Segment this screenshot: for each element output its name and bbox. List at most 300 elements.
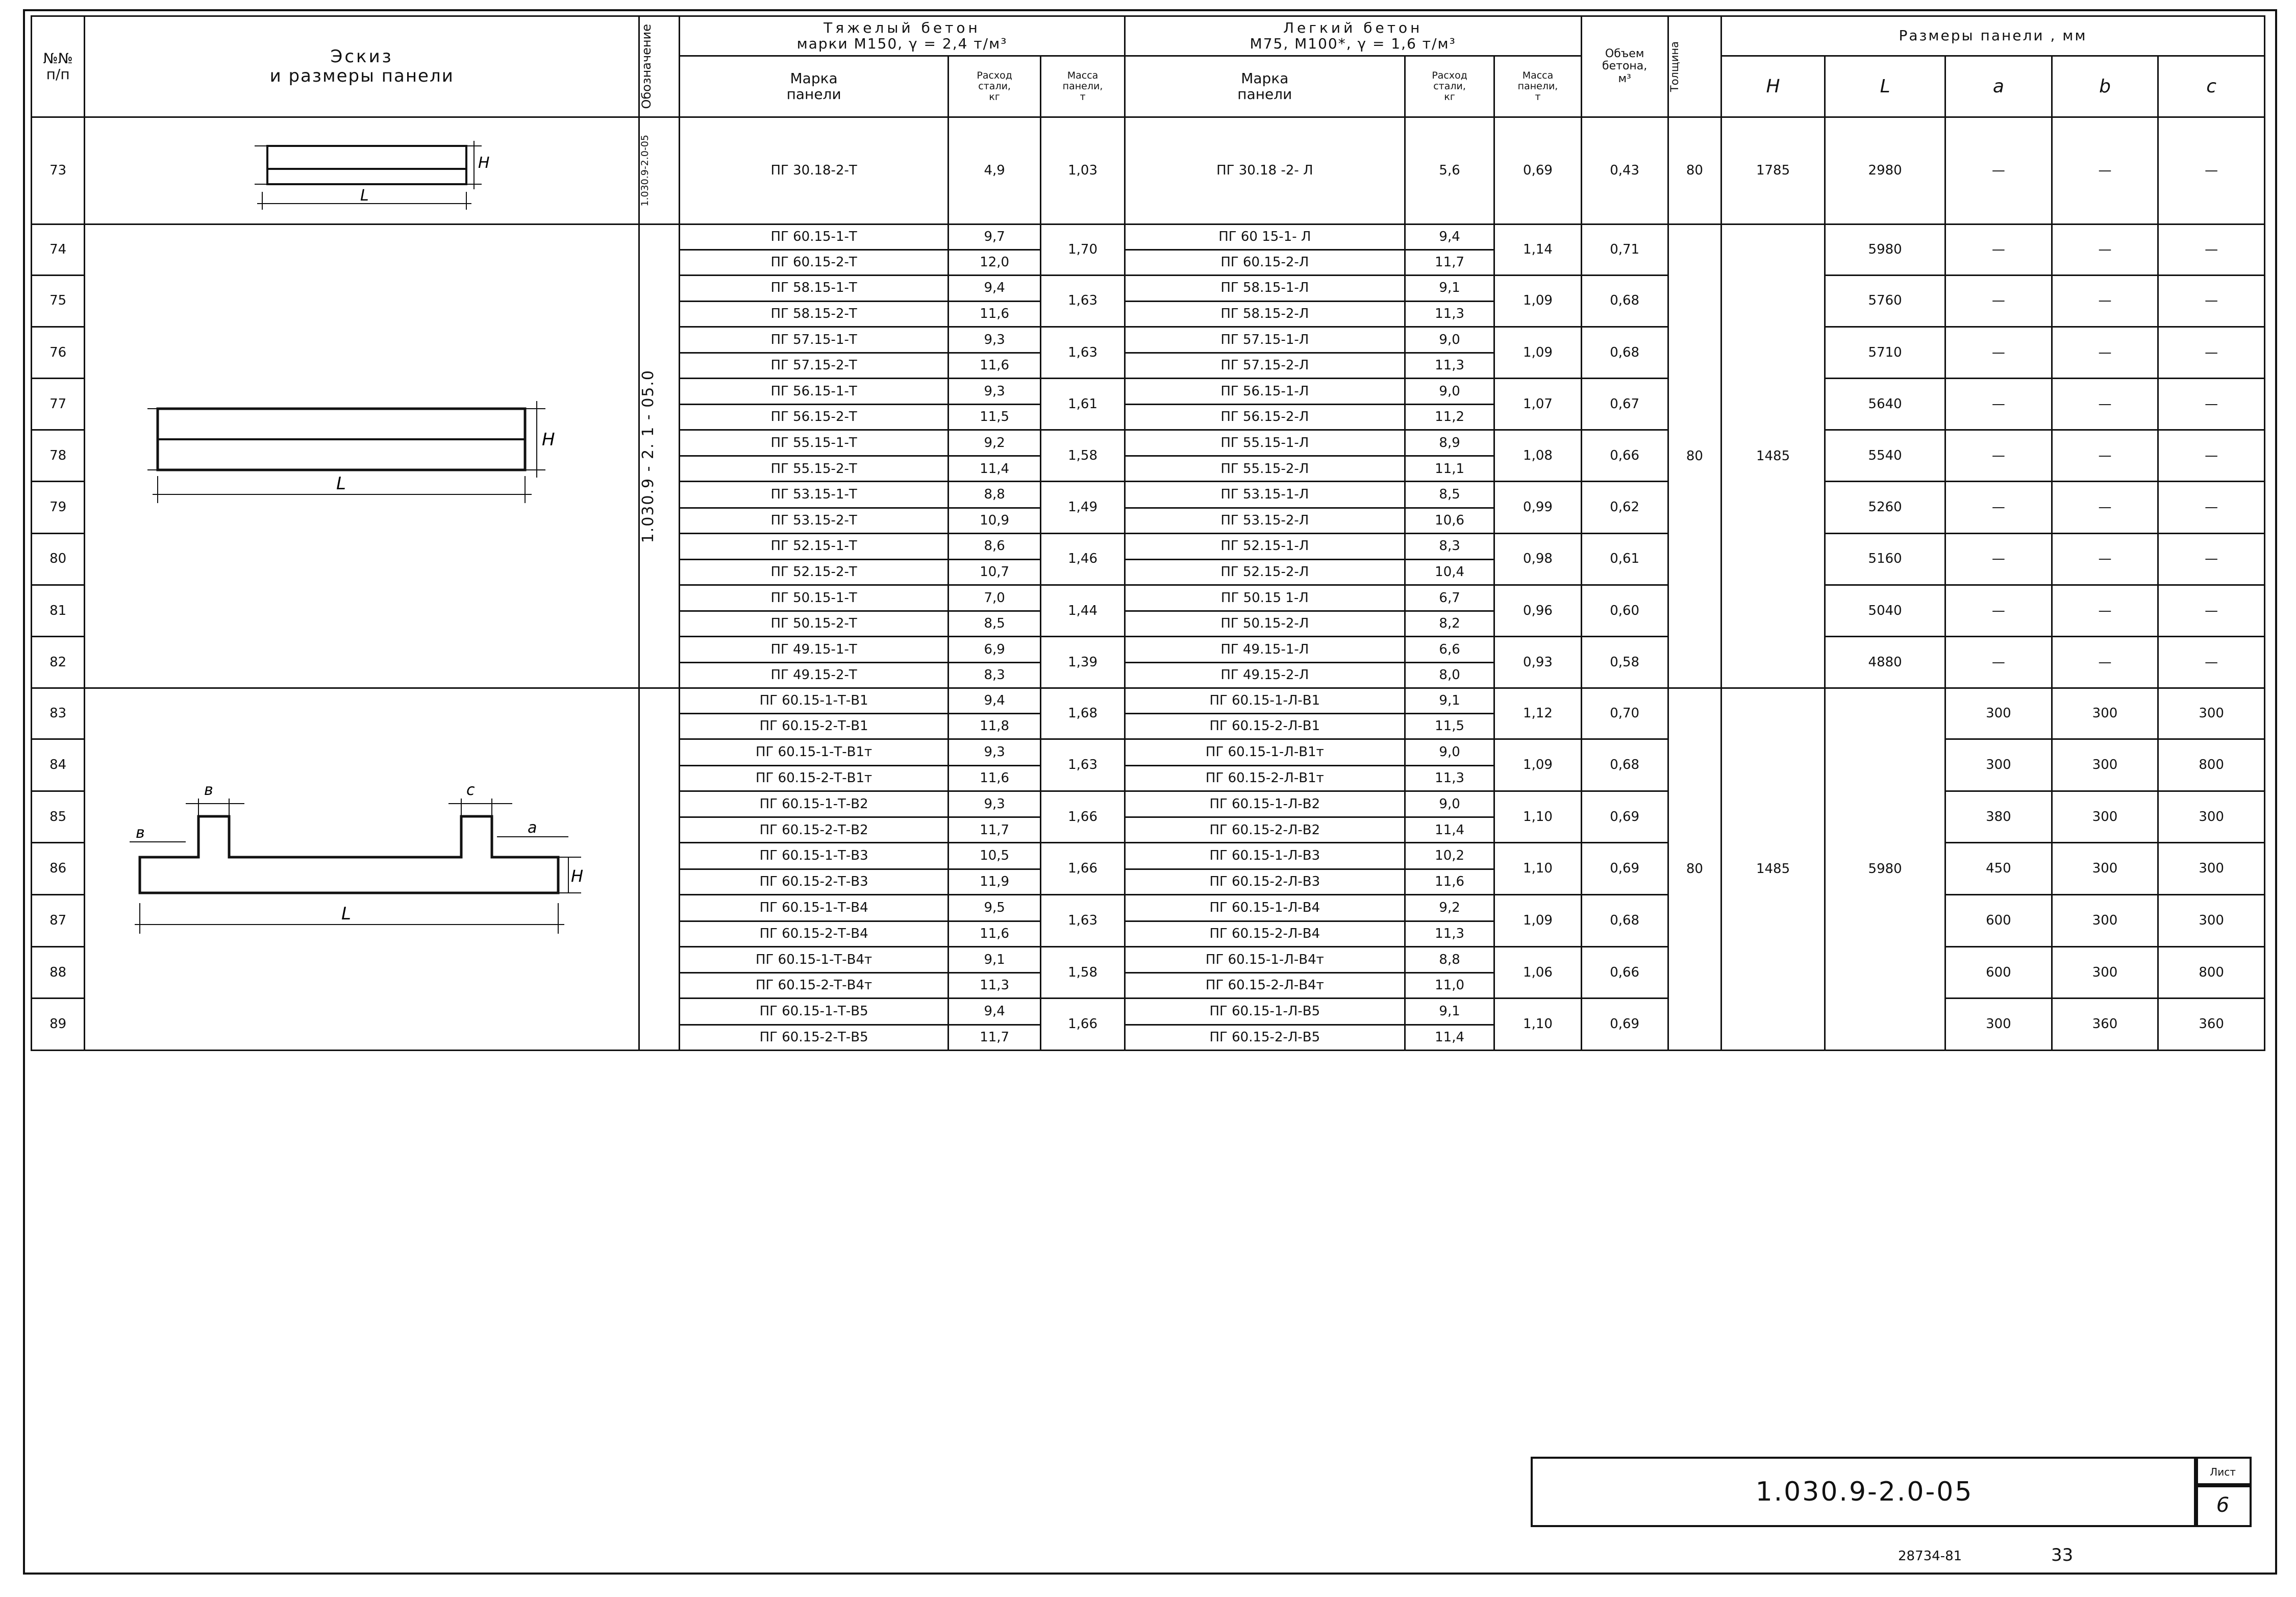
designation-cell-1 <box>639 117 680 224</box>
light-mark-87-2: ПГ 60.15-2-Л-В4 <box>1125 921 1405 946</box>
header-heavy-concrete <box>680 16 1125 56</box>
light-mass-84: 1,09 <box>1494 739 1581 791</box>
light-steel-82-1: 6,6 <box>1405 636 1494 662</box>
header-np-line2: п/п <box>46 65 70 83</box>
a-80: — <box>1945 533 2052 585</box>
L-82: 4880 <box>1825 636 1945 688</box>
b-89: 360 <box>2052 999 2158 1051</box>
header-volume-line1: Объем <box>1605 47 1644 61</box>
heavy-mark-78-2: ПГ 55.15-2-Т <box>680 456 949 482</box>
heavy-steel-74-2: 12,0 <box>949 249 1041 275</box>
b-73: — <box>2052 117 2158 224</box>
c-86: 300 <box>2158 843 2265 895</box>
header-size-b-label: b <box>2099 76 2111 97</box>
thickness-group2: 80 <box>1668 224 1721 688</box>
header-light-steel-l3: кг <box>1444 91 1455 103</box>
header-sketch-line2: и размеры панели <box>269 65 454 86</box>
heavy-steel-85-1: 9,3 <box>949 791 1041 817</box>
heavy-mass-87: 1,63 <box>1041 894 1125 946</box>
light-steel-79-1: 8,5 <box>1405 482 1494 508</box>
header-size-H <box>1721 56 1825 117</box>
svg-text:L: L <box>336 473 346 494</box>
a-79: — <box>1945 482 2052 533</box>
heavy-steel-74-1: 9,7 <box>949 224 1041 249</box>
c-82: — <box>2158 636 2265 688</box>
row-np-80: 80 <box>32 533 85 585</box>
light-mass-78: 1,08 <box>1494 430 1581 482</box>
heavy-mass-76: 1,63 <box>1041 327 1125 378</box>
c-89: 360 <box>2158 999 2265 1051</box>
title-block-sheet-number-box <box>2194 1483 2252 1527</box>
a-78: — <box>1945 430 2052 482</box>
heavy-mark-88-1: ПГ 60.15-1-Т-В4т <box>680 946 949 973</box>
a-84: 300 <box>1945 739 2052 791</box>
sketch-3-svg <box>109 689 614 1046</box>
sketch-cell-2 <box>85 224 639 688</box>
panels-table <box>31 15 2265 1051</box>
heavy-steel-75-1: 9,4 <box>949 275 1041 301</box>
row-np-84: 84 <box>32 739 85 791</box>
header-heavy-steel-l1: Расход <box>977 70 1012 82</box>
light-mass-76: 1,09 <box>1494 327 1581 378</box>
light-steel-79-2: 10,6 <box>1405 508 1494 533</box>
heavy-mark-88-2: ПГ 60.15-2-Т-В4т <box>680 973 949 999</box>
heavy-mass-84: 1,63 <box>1041 739 1125 791</box>
sketch-2-svg <box>109 225 614 684</box>
light-mark-85-2: ПГ 60.15-2-Л-В2 <box>1125 817 1405 843</box>
heavy-steel-73: 4,9 <box>949 117 1041 224</box>
header-size-a <box>1945 56 2052 117</box>
header-size-c <box>2158 56 2265 117</box>
light-mark-80-1: ПГ 52.15-1-Л <box>1125 533 1405 559</box>
light-mark-76-1: ПГ 57.15-1-Л <box>1125 327 1405 353</box>
heavy-steel-80-2: 10,7 <box>949 559 1041 585</box>
heavy-steel-83-1: 9,4 <box>949 688 1041 714</box>
heavy-steel-79-1: 8,8 <box>949 482 1041 508</box>
L-80: 5160 <box>1825 533 1945 585</box>
svg-text:L: L <box>341 904 352 925</box>
light-mark-79-1: ПГ 53.15-1-Л <box>1125 482 1405 508</box>
heavy-mass-75: 1,63 <box>1041 275 1125 327</box>
header-sizes <box>1721 16 2265 56</box>
a-88: 600 <box>1945 946 2052 999</box>
c-79: — <box>2158 482 2265 533</box>
heavy-steel-81-1: 7,0 <box>949 585 1041 611</box>
c-77: — <box>2158 378 2265 430</box>
light-steel-87-2: 11,3 <box>1405 921 1494 946</box>
L-79: 5260 <box>1825 482 1945 533</box>
heavy-mark-84-1: ПГ 60.15-1-Т-В1т <box>680 739 949 766</box>
light-steel-85-1: 9,0 <box>1405 791 1494 817</box>
light-mark-78-1: ПГ 55.15-1-Л <box>1125 430 1405 456</box>
heavy-steel-88-2: 11,3 <box>949 973 1041 999</box>
b-79: — <box>2052 482 2158 533</box>
svg-text:c: c <box>466 781 475 800</box>
header-light-mass-l1: Масса <box>1522 70 1554 82</box>
row-np-76: 76 <box>32 327 85 378</box>
svg-text:в: в <box>204 781 213 800</box>
heavy-steel-87-1: 9,5 <box>949 894 1041 921</box>
heavy-mass-81: 1,44 <box>1041 585 1125 636</box>
heavy-mark-75-2: ПГ 58.15-2-Т <box>680 301 949 327</box>
row-np-86: 86 <box>32 843 85 895</box>
row-np-85: 85 <box>32 791 85 843</box>
light-mark-81-1: ПГ 50.15 1-Л <box>1125 585 1405 611</box>
c-84: 800 <box>2158 739 2265 791</box>
light-mass-75: 1,09 <box>1494 275 1581 327</box>
header-size-H-label: H <box>1766 76 1780 97</box>
row-np-78: 78 <box>32 430 85 482</box>
b-87: 300 <box>2052 894 2158 946</box>
light-mark-77-2: ПГ 56.15-2-Л <box>1125 405 1405 430</box>
a-89: 300 <box>1945 999 2052 1051</box>
H-group3: 1485 <box>1721 688 1825 1051</box>
b-81: — <box>2052 585 2158 636</box>
light-mass-74: 1,14 <box>1494 224 1581 275</box>
thickness-group3: 80 <box>1668 688 1721 1051</box>
header-np <box>32 16 85 117</box>
light-steel-77-1: 9,0 <box>1405 378 1494 404</box>
L-group3: 5980 <box>1825 688 1945 1051</box>
title-block-code: 1.030.9-2.0-05 <box>1755 1477 1974 1507</box>
c-88: 800 <box>2158 946 2265 999</box>
a-74: — <box>1945 224 2052 275</box>
header-heavy-mark-l1: Марка <box>790 69 838 87</box>
header-light-concrete <box>1125 16 1581 56</box>
c-75: — <box>2158 275 2265 327</box>
volume-88: 0,66 <box>1581 946 1668 999</box>
svg-text:H: H <box>571 866 584 886</box>
header-light-line1: Легкий бетон <box>1283 19 1423 36</box>
heavy-mark-87-2: ПГ 60.15-2-Т-В4 <box>680 921 949 946</box>
volume-81: 0,60 <box>1581 585 1668 636</box>
header-light-steel-l2: стали, <box>1433 81 1466 92</box>
b-84: 300 <box>2052 739 2158 791</box>
header-heavy-mass-l3: т <box>1080 91 1086 103</box>
row-np-87: 87 <box>32 894 85 946</box>
heavy-mark-73: ПГ 30.18-2-Т <box>680 117 949 224</box>
header-designation <box>639 16 680 117</box>
designation-1-label: 1.030.9-2.0-05 <box>639 134 651 207</box>
light-mass-89: 1,10 <box>1494 999 1581 1051</box>
heavy-mass-89: 1,66 <box>1041 999 1125 1051</box>
light-steel-86-2: 11,6 <box>1405 869 1494 894</box>
a-76: — <box>1945 327 2052 378</box>
light-steel-80-1: 8,3 <box>1405 533 1494 559</box>
heavy-steel-88-1: 9,1 <box>949 946 1041 973</box>
light-steel-78-1: 8,9 <box>1405 430 1494 456</box>
light-mark-75-2: ПГ 58.15-2-Л <box>1125 301 1405 327</box>
header-sizes-title: Размеры панели , мм <box>1899 27 2087 44</box>
heavy-mass-74: 1,70 <box>1041 224 1125 275</box>
sketch-1-svg <box>109 118 614 220</box>
light-steel-74-1: 9,4 <box>1405 224 1494 249</box>
heavy-steel-85-2: 11,7 <box>949 817 1041 843</box>
heavy-mass-88: 1,58 <box>1041 946 1125 999</box>
sketch-1 <box>85 118 638 223</box>
title-block-sheet-number: 6 <box>2216 1493 2230 1517</box>
heavy-mark-85-2: ПГ 60.15-2-Т-В2 <box>680 817 949 843</box>
volume-74: 0,71 <box>1581 224 1668 275</box>
header-light-steel-l1: Расход <box>1432 70 1467 82</box>
designation-cell-3 <box>639 688 680 1051</box>
heavy-steel-82-2: 8,3 <box>949 663 1041 688</box>
b-80: — <box>2052 533 2158 585</box>
header-sketch-line1: Эскиз <box>330 46 393 67</box>
header-light-line2: М75, М100*, γ = 1,6 т/м³ <box>1250 35 1456 52</box>
light-mark-86-2: ПГ 60.15-2-Л-В3 <box>1125 869 1405 894</box>
light-mass-88: 1,06 <box>1494 946 1581 999</box>
light-steel-78-2: 11,1 <box>1405 456 1494 482</box>
volume-83: 0,70 <box>1581 688 1668 739</box>
heavy-mass-86: 1,66 <box>1041 843 1125 895</box>
title-block <box>1531 1457 2198 1527</box>
header-volume <box>1581 16 1668 117</box>
archive-code: 28734-81 <box>1898 1549 1962 1564</box>
row-np-83: 83 <box>32 688 85 739</box>
light-steel-84-1: 9,0 <box>1405 739 1494 766</box>
heavy-mass-80: 1,46 <box>1041 533 1125 585</box>
light-mark-78-2: ПГ 55.15-2-Л <box>1125 456 1405 482</box>
heavy-steel-82-1: 6,9 <box>949 636 1041 662</box>
heavy-steel-75-2: 11,6 <box>949 301 1041 327</box>
b-77: — <box>2052 378 2158 430</box>
light-steel-85-2: 11,4 <box>1405 817 1494 843</box>
header-light-mark-l2: панели <box>1237 85 1292 103</box>
light-mass-73: 0,69 <box>1494 117 1581 224</box>
light-mark-82-1: ПГ 49.15-1-Л <box>1125 636 1405 662</box>
light-mark-86-1: ПГ 60.15-1-Л-В3 <box>1125 843 1405 869</box>
header-heavy-mass <box>1041 56 1125 117</box>
row-np-75: 75 <box>32 275 85 327</box>
volume-76: 0,68 <box>1581 327 1668 378</box>
heavy-steel-76-1: 9,3 <box>949 327 1041 353</box>
b-86: 300 <box>2052 843 2158 895</box>
heavy-steel-77-1: 9,3 <box>949 378 1041 404</box>
header-np-line1: №№ <box>43 49 73 67</box>
a-83: 300 <box>1945 688 2052 739</box>
heavy-mark-74-2: ПГ 60.15-2-Т <box>680 249 949 275</box>
light-mass-80: 0,98 <box>1494 533 1581 585</box>
a-86: 450 <box>1945 843 2052 895</box>
volume-87: 0,68 <box>1581 894 1668 946</box>
light-steel-88-1: 8,8 <box>1405 946 1494 973</box>
heavy-mark-78-1: ПГ 55.15-1-Т <box>680 430 949 456</box>
volume-80: 0,61 <box>1581 533 1668 585</box>
light-steel-83-1: 9,1 <box>1405 688 1494 714</box>
heavy-mass-85: 1,66 <box>1041 791 1125 843</box>
light-steel-73: 5,6 <box>1405 117 1494 224</box>
heavy-mark-75-1: ПГ 58.15-1-Т <box>680 275 949 301</box>
heavy-mark-76-1: ПГ 57.15-1-Т <box>680 327 949 353</box>
header-sketch <box>85 16 639 117</box>
b-74: — <box>2052 224 2158 275</box>
header-size-b <box>2052 56 2158 117</box>
heavy-mark-89-2: ПГ 60.15-2-Т-В5 <box>680 1025 949 1050</box>
light-steel-77-2: 11,2 <box>1405 405 1494 430</box>
heavy-mark-84-2: ПГ 60.15-2-Т-В1т <box>680 765 949 791</box>
light-steel-75-1: 9,1 <box>1405 275 1494 301</box>
heavy-steel-76-2: 11,6 <box>949 353 1041 378</box>
heavy-mark-77-2: ПГ 56.15-2-Т <box>680 405 949 430</box>
heavy-mass-79: 1,49 <box>1041 482 1125 533</box>
b-76: — <box>2052 327 2158 378</box>
volume-82: 0,58 <box>1581 636 1668 688</box>
header-heavy-mass-l1: Масса <box>1067 70 1099 82</box>
H-73: 1785 <box>1721 117 1825 224</box>
heavy-steel-83-2: 11,8 <box>949 714 1041 739</box>
header-light-mark-l1: Марка <box>1241 69 1289 87</box>
volume-86: 0,69 <box>1581 843 1668 895</box>
sketch-cell-3 <box>85 688 639 1051</box>
row-np-81: 81 <box>32 585 85 636</box>
H-group2: 1485 <box>1721 224 1825 688</box>
sketch-cell-1 <box>85 117 639 224</box>
heavy-steel-78-2: 11,4 <box>949 456 1041 482</box>
light-steel-74-2: 11,7 <box>1405 249 1494 275</box>
header-size-L-label: L <box>1880 76 1890 97</box>
heavy-steel-79-2: 10,9 <box>949 508 1041 533</box>
header-designation-label: Обозначение <box>639 24 654 109</box>
header-heavy-steel <box>949 56 1041 117</box>
light-mark-74-1: ПГ 60 15-1- Л <box>1125 224 1405 249</box>
light-mass-82: 0,93 <box>1494 636 1581 688</box>
light-mark-79-2: ПГ 53.15-2-Л <box>1125 508 1405 533</box>
a-82: — <box>1945 636 2052 688</box>
heavy-steel-77-2: 11,5 <box>949 405 1041 430</box>
heavy-mass-78: 1,58 <box>1041 430 1125 482</box>
light-mass-79: 0,99 <box>1494 482 1581 533</box>
designation-cell-2 <box>639 224 680 688</box>
light-mark-88-2: ПГ 60.15-2-Л-В4т <box>1125 973 1405 999</box>
header-size-L <box>1825 56 1945 117</box>
light-steel-87-1: 9,2 <box>1405 894 1494 921</box>
row-np-82: 82 <box>32 636 85 688</box>
heavy-mark-81-1: ПГ 50.15-1-Т <box>680 585 949 611</box>
L-81: 5040 <box>1825 585 1945 636</box>
light-mark-83-1: ПГ 60.15-1-Л-В1 <box>1125 688 1405 714</box>
light-steel-80-2: 10,4 <box>1405 559 1494 585</box>
light-steel-82-2: 8,0 <box>1405 663 1494 688</box>
heavy-mark-79-1: ПГ 53.15-1-Т <box>680 482 949 508</box>
heavy-mark-82-1: ПГ 49.15-1-Т <box>680 636 949 662</box>
title-block-sheet-label-box <box>2194 1457 2252 1487</box>
b-88: 300 <box>2052 946 2158 999</box>
c-78: — <box>2158 430 2265 482</box>
heavy-steel-78-1: 9,2 <box>949 430 1041 456</box>
heavy-mark-79-2: ПГ 53.15-2-Т <box>680 508 949 533</box>
light-mass-87: 1,09 <box>1494 894 1581 946</box>
light-mark-75-1: ПГ 58.15-1-Л <box>1125 275 1405 301</box>
heavy-steel-89-2: 11,7 <box>949 1025 1041 1050</box>
light-mark-81-2: ПГ 50.15-2-Л <box>1125 611 1405 636</box>
light-mass-81: 0,96 <box>1494 585 1581 636</box>
L-76: 5710 <box>1825 327 1945 378</box>
c-81: — <box>2158 585 2265 636</box>
heavy-mark-82-2: ПГ 49.15-2-Т <box>680 663 949 688</box>
light-steel-81-2: 8,2 <box>1405 611 1494 636</box>
header-volume-line2: бетона, <box>1602 60 1648 73</box>
volume-85: 0,69 <box>1581 791 1668 843</box>
c-87: 300 <box>2158 894 2265 946</box>
heavy-steel-86-2: 11,9 <box>949 869 1041 894</box>
row-np-89: 89 <box>32 999 85 1051</box>
light-mark-77-1: ПГ 56.15-1-Л <box>1125 378 1405 404</box>
volume-78: 0,66 <box>1581 430 1668 482</box>
heavy-mark-77-1: ПГ 56.15-1-Т <box>680 378 949 404</box>
L-73: 2980 <box>1825 117 1945 224</box>
volume-84: 0,68 <box>1581 739 1668 791</box>
light-steel-86-1: 10,2 <box>1405 843 1494 869</box>
heavy-mark-80-2: ПГ 52.15-2-Т <box>680 559 949 585</box>
light-steel-81-1: 6,7 <box>1405 585 1494 611</box>
b-75: — <box>2052 275 2158 327</box>
page-number: 33 <box>2051 1545 2074 1565</box>
light-mark-80-2: ПГ 52.15-2-Л <box>1125 559 1405 585</box>
heavy-steel-84-1: 9,3 <box>949 739 1041 766</box>
L-75: 5760 <box>1825 275 1945 327</box>
sketch-3 <box>85 689 638 1050</box>
header-heavy-mark <box>680 56 949 117</box>
heavy-mass-77: 1,61 <box>1041 378 1125 430</box>
light-mark-73: ПГ 30.18 -2- Л <box>1125 117 1405 224</box>
heavy-steel-86-1: 10,5 <box>949 843 1041 869</box>
title-block-sheet-label: Лист <box>2210 1466 2236 1478</box>
heavy-steel-84-2: 11,6 <box>949 765 1041 791</box>
heavy-mark-74-1: ПГ 60.15-1-Т <box>680 224 949 249</box>
light-mark-84-2: ПГ 60.15-2-Л-В1т <box>1125 765 1405 791</box>
light-mass-86: 1,10 <box>1494 843 1581 895</box>
c-85: 300 <box>2158 791 2265 843</box>
header-heavy-line1: Тяжелый бетон <box>823 19 981 36</box>
row-np-73: 73 <box>32 117 85 224</box>
light-mark-89-2: ПГ 60.15-2-Л-В5 <box>1125 1025 1405 1050</box>
header-volume-line3: м³ <box>1618 72 1631 85</box>
row-np-77: 77 <box>32 378 85 430</box>
L-78: 5540 <box>1825 430 1945 482</box>
light-mass-83: 1,12 <box>1494 688 1581 739</box>
header-light-mass <box>1494 56 1581 117</box>
heavy-steel-80-1: 8,6 <box>949 533 1041 559</box>
heavy-mark-83-1: ПГ 60.15-1-Т-В1 <box>680 688 949 714</box>
a-85: 380 <box>1945 791 2052 843</box>
header-size-c-label: c <box>2206 76 2217 97</box>
light-steel-75-2: 11,3 <box>1405 301 1494 327</box>
header-light-mark <box>1125 56 1405 117</box>
designation-2-label: 1.030.9 - 2. 1 - 05.0 <box>639 369 658 543</box>
heavy-mass-83: 1,68 <box>1041 688 1125 739</box>
volume-75: 0,68 <box>1581 275 1668 327</box>
heavy-mass-73: 1,03 <box>1041 117 1125 224</box>
svg-text:a: a <box>528 819 537 837</box>
row-np-88: 88 <box>32 946 85 999</box>
light-steel-76-2: 11,3 <box>1405 353 1494 378</box>
header-light-mass-l3: т <box>1535 91 1541 103</box>
b-83: 300 <box>2052 688 2158 739</box>
light-steel-84-2: 11,3 <box>1405 765 1494 791</box>
light-mark-89-1: ПГ 60.15-1-Л-В5 <box>1125 999 1405 1025</box>
light-steel-88-2: 11,0 <box>1405 973 1494 999</box>
heavy-steel-81-2: 8,5 <box>949 611 1041 636</box>
L-77: 5640 <box>1825 378 1945 430</box>
light-mark-74-2: ПГ 60.15-2-Л <box>1125 249 1405 275</box>
b-85: 300 <box>2052 791 2158 843</box>
heavy-mark-85-1: ПГ 60.15-1-Т-В2 <box>680 791 949 817</box>
header-thickness <box>1668 16 1721 117</box>
heavy-mark-76-2: ПГ 57.15-2-Т <box>680 353 949 378</box>
a-77: — <box>1945 378 2052 430</box>
light-steel-89-1: 9,1 <box>1405 999 1494 1025</box>
